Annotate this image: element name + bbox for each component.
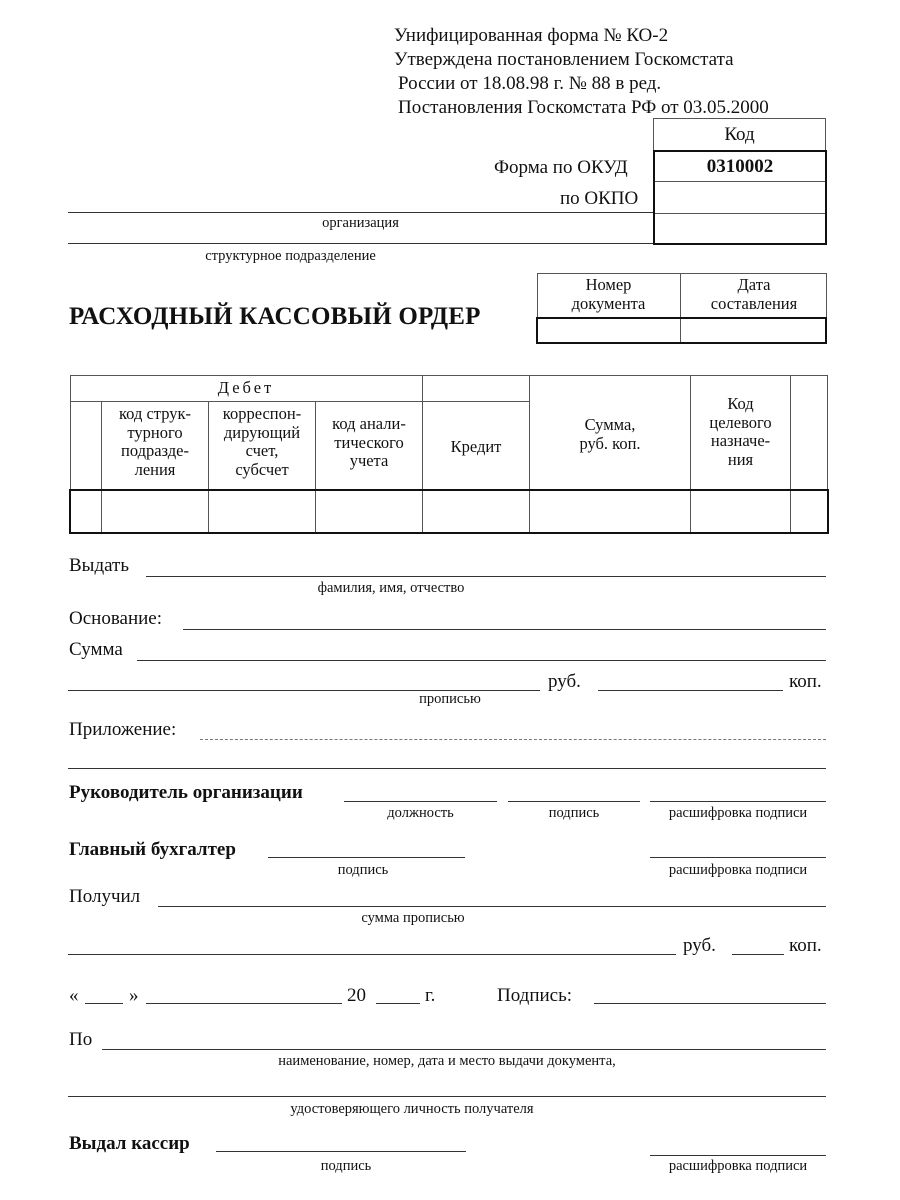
id-document-line-2[interactable] bbox=[68, 1096, 826, 1097]
page-title: РАСХОДНЫЙ КАССОВЫЙ ОРДЕР bbox=[69, 303, 481, 330]
cashier-label: Выдал кассир bbox=[69, 1133, 190, 1154]
col-header-line: учета bbox=[349, 451, 389, 470]
head-label: Руководитель организации bbox=[69, 782, 303, 803]
code-header: Код bbox=[724, 124, 755, 145]
head-position-line[interactable] bbox=[344, 801, 497, 802]
attachment-line bbox=[200, 739, 826, 740]
okpo-value-field[interactable] bbox=[656, 184, 824, 211]
doc-caption-1: наименование, номер, дата и место выдачи документа, bbox=[278, 1053, 616, 1069]
quote-open: « bbox=[69, 985, 79, 1006]
entry-cell-amount[interactable] bbox=[531, 492, 689, 531]
attachment-field[interactable] bbox=[200, 721, 826, 739]
decoding-caption: расшифровка подписи bbox=[668, 862, 808, 878]
col-header-line: Кредит bbox=[450, 437, 502, 456]
form-header-line: Утверждена постановлением Госкомстата bbox=[394, 49, 734, 70]
form-header-line: Унифицированная форма № КО-2 bbox=[394, 25, 669, 46]
division-field[interactable] bbox=[68, 226, 653, 242]
chief-accountant-label: Главный бухгалтер bbox=[69, 839, 236, 860]
col-header-line: подразде- bbox=[120, 441, 189, 460]
head-signature-line[interactable] bbox=[508, 801, 640, 802]
entry-cell-credit[interactable] bbox=[424, 492, 528, 531]
sum-label: Сумма bbox=[69, 639, 123, 660]
org-code-field[interactable] bbox=[656, 216, 824, 242]
col-header-line: корреспон- bbox=[222, 404, 302, 423]
by-label: По bbox=[69, 1029, 93, 1050]
month-line[interactable] bbox=[146, 1003, 342, 1004]
signature-label: Подпись: bbox=[497, 985, 573, 1006]
received-kop-line[interactable] bbox=[732, 954, 784, 955]
debit-header: Дебет bbox=[217, 378, 275, 397]
issue-caption: фамилия, имя, отчество bbox=[317, 580, 465, 596]
col-header-line: турного bbox=[127, 422, 183, 442]
col-header-line: тического bbox=[334, 432, 404, 452]
attachment-line-2[interactable] bbox=[68, 768, 826, 769]
col-header-line: субсчет bbox=[235, 459, 289, 479]
col-header-line: ления bbox=[134, 459, 176, 479]
sum-field[interactable] bbox=[137, 641, 826, 659]
organization-line bbox=[68, 212, 653, 213]
col-header-line: Сумма, bbox=[584, 415, 636, 434]
in-words-caption: прописью bbox=[419, 691, 481, 707]
col-header-line: дирующий bbox=[223, 422, 301, 442]
head-decoding-line[interactable] bbox=[650, 801, 826, 802]
kop-label: коп. bbox=[789, 671, 822, 692]
code-row-divider bbox=[655, 181, 825, 182]
entry-cell-division-code[interactable] bbox=[103, 492, 207, 531]
col-header-line: руб. коп. bbox=[579, 433, 641, 453]
decoding-caption: расшифровка подписи bbox=[668, 805, 808, 821]
division-caption: структурное подразделение bbox=[205, 248, 376, 264]
issue-field[interactable] bbox=[146, 557, 826, 575]
col-header-credit bbox=[423, 438, 529, 457]
basis-label: Основание: bbox=[69, 608, 163, 629]
decoding-caption: расшифровка подписи bbox=[668, 1158, 808, 1174]
received-label: Получил bbox=[69, 886, 141, 907]
doc-caption-2: удостоверяющего личность получателя bbox=[290, 1101, 534, 1117]
doc-number-header-line: Номер bbox=[585, 275, 632, 294]
okud-label: Форма по ОКУД bbox=[494, 157, 628, 178]
kop-line[interactable] bbox=[598, 690, 783, 691]
col-header-line: счет, bbox=[245, 441, 279, 460]
organization-caption: организация bbox=[322, 215, 399, 231]
sum-line bbox=[137, 660, 826, 661]
chief-signature-line[interactable] bbox=[268, 857, 465, 858]
year-prefix: 20 bbox=[347, 985, 366, 1006]
basis-field[interactable] bbox=[183, 610, 826, 628]
receiver-signature-line[interactable] bbox=[594, 1003, 826, 1004]
signature-caption: подпись bbox=[337, 862, 389, 878]
rub-label: руб. bbox=[683, 935, 716, 956]
organization-field[interactable] bbox=[68, 193, 653, 211]
entry-cell-analytic-code[interactable] bbox=[317, 492, 421, 531]
entry-cell[interactable] bbox=[792, 492, 826, 531]
col-header-line: целевого bbox=[709, 412, 772, 432]
year-suffix: г. bbox=[425, 985, 436, 1006]
day-line[interactable] bbox=[85, 1003, 123, 1004]
id-document-line[interactable] bbox=[102, 1049, 826, 1050]
basis-line bbox=[183, 629, 826, 630]
col-header-line: Код bbox=[727, 394, 754, 413]
col-header-line: код струк- bbox=[118, 404, 191, 423]
okud-value[interactable]: 0310002 bbox=[706, 156, 774, 177]
col-header-line: ния bbox=[727, 449, 754, 469]
kop-label: коп. bbox=[789, 935, 822, 956]
col-header-purpose-code bbox=[691, 395, 790, 469]
entry-cell-purpose-code[interactable] bbox=[692, 492, 789, 531]
sum-in-words-caption: сумма прописью bbox=[361, 910, 465, 926]
cashier-decoding-line[interactable] bbox=[650, 1155, 826, 1156]
attachment-label: Приложение: bbox=[69, 719, 177, 740]
col-header-division-code bbox=[102, 405, 208, 479]
chief-decoding-line[interactable] bbox=[650, 857, 826, 858]
form-header-line: России от 18.08.98 г. № 88 в ред. bbox=[398, 73, 662, 94]
issue-line bbox=[146, 576, 826, 577]
doc-number-field[interactable] bbox=[539, 320, 678, 341]
code-row-divider bbox=[655, 213, 825, 214]
quote-close: » bbox=[129, 985, 139, 1006]
debit-row-divider bbox=[70, 401, 530, 402]
entry-cell[interactable] bbox=[72, 492, 100, 531]
rub-label: руб. bbox=[548, 671, 581, 692]
doc-number-header bbox=[537, 276, 680, 313]
doc-number-header-line: документа bbox=[571, 293, 646, 313]
doc-date-field[interactable] bbox=[683, 320, 824, 341]
received-line[interactable] bbox=[158, 906, 826, 907]
doc-date-header-line: составления bbox=[710, 293, 798, 313]
cashier-signature-line[interactable] bbox=[216, 1151, 466, 1152]
division-line bbox=[68, 243, 653, 244]
form-header-line: Постановления Госкомстата РФ от 03.05.2000 bbox=[398, 97, 769, 118]
issue-label: Выдать bbox=[69, 555, 130, 576]
received-words-line[interactable] bbox=[68, 954, 676, 955]
doc-date-header bbox=[681, 276, 827, 313]
okpo-label: по ОКПО bbox=[560, 188, 639, 209]
year-line[interactable] bbox=[376, 1003, 420, 1004]
col-header-amount bbox=[530, 416, 690, 453]
entry-cell-corr-account[interactable] bbox=[210, 492, 314, 531]
signature-caption: подпись bbox=[320, 1158, 372, 1174]
position-caption: должность bbox=[387, 805, 454, 821]
col-header-line: назначе- bbox=[710, 431, 771, 450]
doc-date-header-line: Дата bbox=[737, 275, 771, 294]
col-header-corr-account bbox=[209, 405, 315, 479]
col-header-analytic-code bbox=[316, 415, 422, 471]
signature-caption: подпись bbox=[548, 805, 600, 821]
col-header-line: код анали- bbox=[332, 414, 406, 433]
